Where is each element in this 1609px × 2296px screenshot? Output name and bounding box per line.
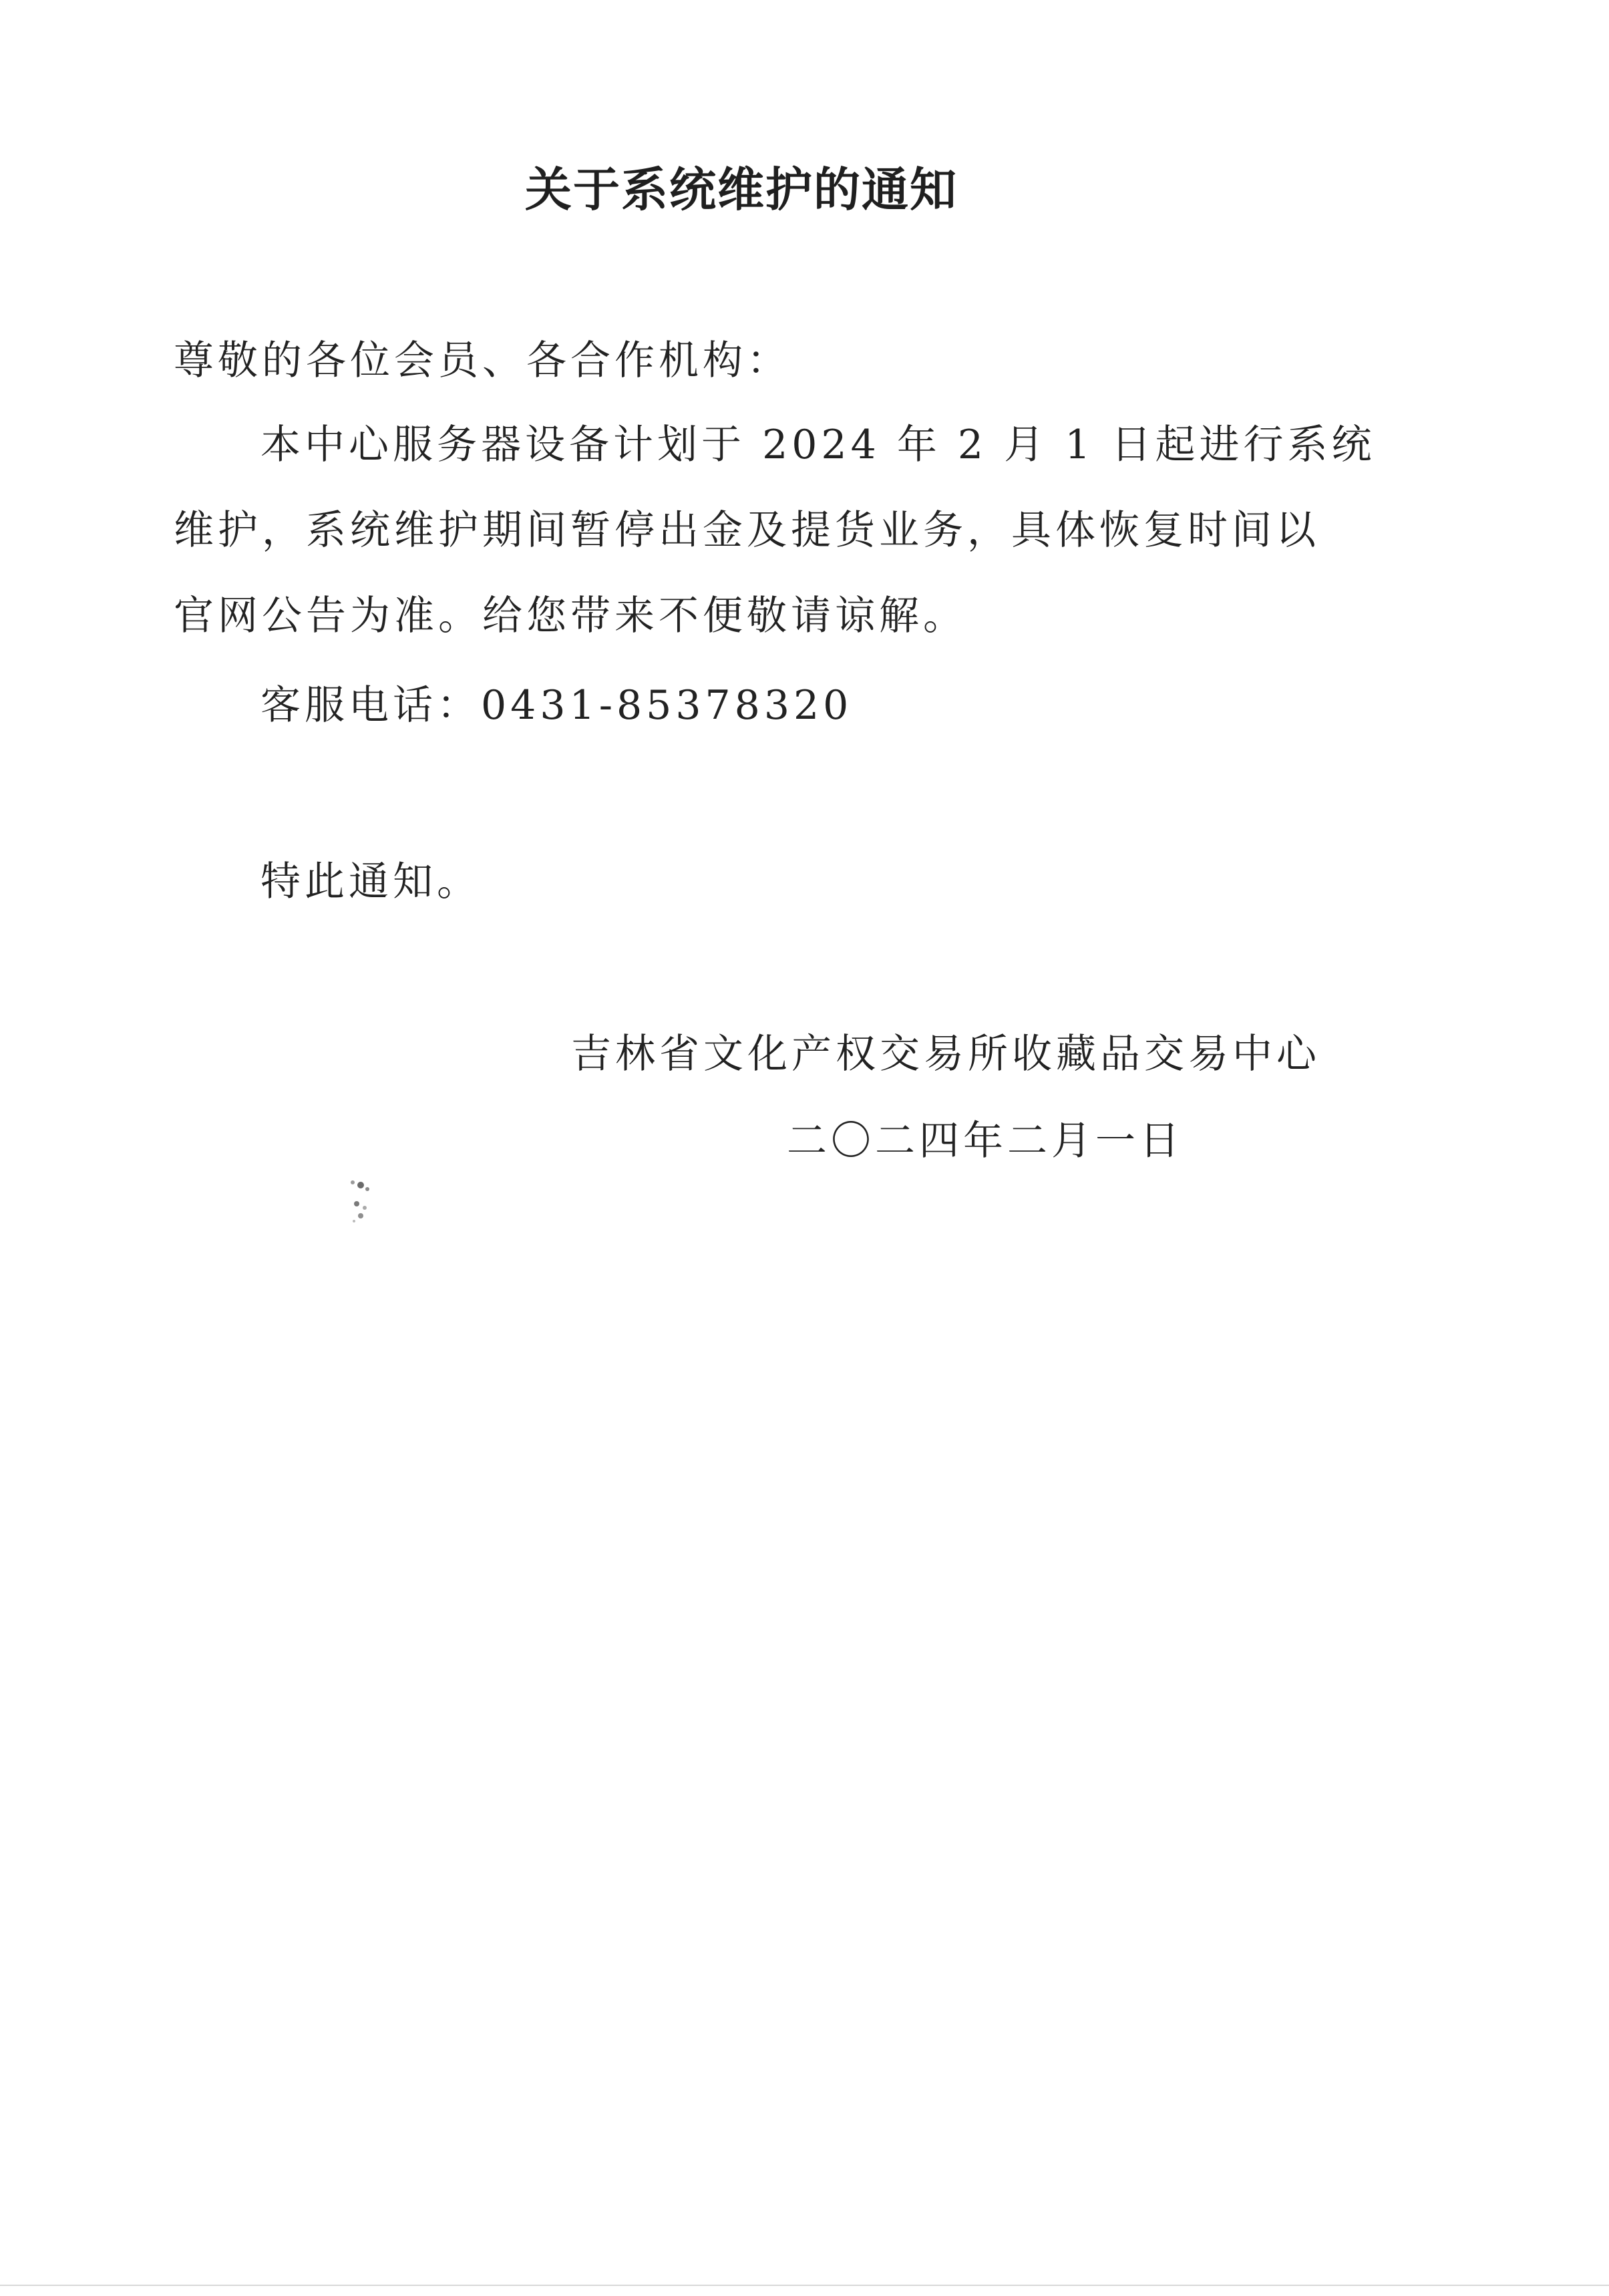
notice-title: 关于系统维护的通知 [525, 162, 958, 217]
body-line-2: 维护，系统维护期间暂停出金及提货业务，具体恢复时间以 [174, 507, 1320, 554]
body-line-3: 官网公告为准。给您带来不便敬请谅解。 [174, 593, 967, 639]
page-bottom-edge [0, 2285, 1609, 2286]
issue-date: 二〇二四年二月一日 [787, 1118, 1184, 1164]
customer-service-phone: 客服电话：0431-85378320 [260, 682, 853, 729]
issuing-organization: 吉林省文化产权交易所收藏品交易中心 [571, 1031, 1320, 1078]
body-line-1: 本中心服务器设备计划于 2024 年 2 月 1 日起进行系统 [260, 422, 1376, 468]
ink-smudge [341, 1174, 381, 1235]
closing-remark: 特此通知。 [260, 858, 481, 905]
salutation: 尊敬的各位会员、各合作机构： [174, 337, 791, 384]
